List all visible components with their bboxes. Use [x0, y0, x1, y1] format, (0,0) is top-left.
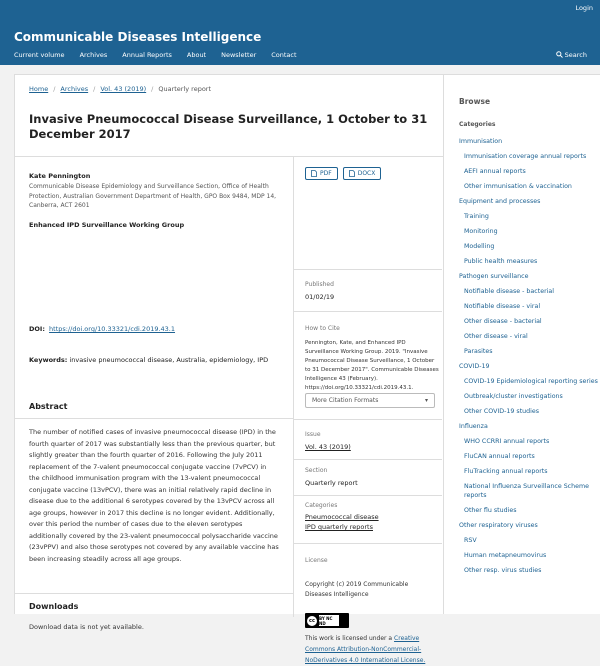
- downloads-heading: Downloads: [29, 602, 79, 611]
- keywords-value: invasive pneumococcal disease, Australia, epidemiology, IPD: [69, 356, 269, 364]
- author-affiliation: Communicable Disease Epidemiology and Surveillance Section, Office of Health Protection, Australian Government Department of Health, GPO Box 9484, MDP 14, Canberra, ACT 2601: [29, 183, 277, 209]
- breadcrumb-home[interactable]: Home: [29, 85, 49, 93]
- divider: [294, 419, 442, 420]
- category-link[interactable]: Pneumococcal disease: [305, 513, 379, 521]
- sidebar-subcategory-link[interactable]: Modelling: [464, 243, 495, 250]
- sidebar-category-link[interactable]: Other respiratory viruses: [459, 522, 538, 529]
- sidebar-subcategory-link[interactable]: Other immunisation & vaccination: [464, 183, 572, 190]
- copyright-text: Copyright (c) 2019 Communicable Diseases Intelligence: [305, 581, 409, 598]
- sidebar-subcategory-link[interactable]: Other flu studies: [464, 507, 517, 514]
- sidebar-subcategory-link[interactable]: Training: [464, 213, 489, 220]
- galley-buttons: [305, 167, 440, 180]
- author-group: Enhanced IPD Surveillance Working Group: [29, 220, 185, 229]
- sidebar: [444, 74, 600, 614]
- search-icon: [556, 51, 563, 58]
- site-header: [0, 0, 600, 65]
- license-prefix: This work is licensed under a: [305, 635, 393, 642]
- sidebar-subcategory-link[interactable]: Public health measures: [464, 258, 538, 265]
- sidebar-category-link[interactable]: COVID-19: [459, 363, 490, 370]
- sidebar-subcategory-link[interactable]: Notifiable disease - bacterial: [464, 288, 555, 295]
- categories-heading: Categories: [459, 121, 496, 128]
- site-title[interactable]: Communicable Diseases Intelligence: [14, 30, 262, 44]
- doi: [29, 325, 289, 333]
- keywords-label: Keywords:: [29, 356, 68, 364]
- sidebar-subcategory-link[interactable]: WHO CCRRI annual reports: [464, 438, 550, 445]
- nav-annual-reports[interactable]: Annual Reports: [122, 51, 172, 59]
- article-details: [305, 167, 440, 664]
- sidebar-subcategory-link[interactable]: Other disease - bacterial: [464, 318, 542, 325]
- abstract-text: The number of notified cases of invasive pneumococcal disease (IPD) in the fourth quarter of 2017 was substantially less than the previous quarter, but slightly greater than the fourth quarter of 2016. Following the July 2011 replacement of the 7-valent pneumococcal conjugate vaccine (7vPCV) in the childhood immunisation program with the 13-valent pneumococcal conjugate vaccine (13vPCV), there was an initial relatively rapid decline in disease due to the additional 6 serotypes covered by the 13vPCV across all age groups, however in 2017 this decline is no longer evident. Additionally, over this period the number of cases due to the eleven serotypes additionally covered by the 23-valent pneumococcal polysaccharide vaccine (23vPPV) and also those serotypes not covered by any available vaccine has been increasing steadily across all age groups.: [29, 428, 279, 563]
- breadcrumb-volume[interactable]: Vol. 43 (2019): [100, 85, 147, 93]
- doi-label: DOI:: [29, 325, 45, 333]
- by-nc-nd-icon: BY NC ND: [319, 615, 339, 626]
- sidebar-category-link[interactable]: Equipment and processes: [459, 198, 541, 205]
- sidebar-category-link[interactable]: Immunisation: [459, 138, 503, 145]
- breadcrumb-separator: /: [151, 85, 154, 93]
- abstract-heading: Abstract: [29, 402, 68, 411]
- sidebar-category-link[interactable]: Pathogen surveillance: [459, 273, 529, 280]
- nav-about[interactable]: About: [186, 51, 207, 59]
- sidebar-subcategory-link[interactable]: Outbreak/cluster investigations: [464, 393, 563, 400]
- divider: [294, 311, 442, 312]
- browse-heading: Browse: [459, 97, 491, 106]
- main-nav: [14, 51, 312, 59]
- nav-newsletter[interactable]: Newsletter: [221, 51, 257, 59]
- breadcrumb-separator: /: [93, 85, 96, 93]
- sidebar-subcategory-link[interactable]: AEFI annual reports: [464, 168, 526, 175]
- divider: [294, 459, 442, 460]
- nav-archives[interactable]: Archives: [79, 51, 108, 59]
- published-date: 01/02/19: [305, 293, 335, 301]
- sidebar-subcategory-link[interactable]: Monitoring: [464, 228, 498, 235]
- cite-label: How to Cite: [305, 325, 340, 332]
- breadcrumb-separator: /: [53, 85, 56, 93]
- divider: [15, 418, 294, 419]
- breadcrumb: [29, 85, 211, 93]
- license-label: License: [305, 557, 328, 564]
- divider: [15, 593, 294, 594]
- issue-label: Issue: [305, 431, 321, 438]
- divider: [294, 495, 442, 496]
- pdf-button[interactable]: [305, 167, 338, 180]
- sidebar-subcategory-link[interactable]: Human metapneumovirus: [464, 552, 547, 559]
- divider: [294, 269, 442, 270]
- chevron-down-icon: ▾: [424, 397, 428, 404]
- issue-link[interactable]: Vol. 43 (2019): [305, 443, 351, 451]
- article-panel: [14, 74, 444, 664]
- citation-formats-label: More Citation Formats: [312, 397, 379, 404]
- citation-formats-dropdown[interactable]: [305, 393, 435, 408]
- license-text: [305, 633, 440, 666]
- login-link[interactable]: Login: [575, 4, 593, 12]
- keywords: [29, 356, 289, 364]
- section-label: Section: [305, 467, 328, 474]
- category-list: [459, 137, 599, 581]
- downloads-text: Download data is not yet available.: [29, 623, 144, 631]
- column-divider: [293, 157, 294, 617]
- cc-icon: cc: [307, 616, 317, 626]
- cc-license-badge[interactable]: [305, 613, 349, 628]
- sidebar-subcategory-link[interactable]: National Influenza Surveillance Scheme reports: [464, 483, 590, 499]
- sidebar-subcategory-link[interactable]: FluCAN annual reports: [464, 453, 535, 460]
- page-title: Invasive Pneumococcal Disease Surveillance, 1 October to 31 December 2017: [29, 112, 428, 141]
- author-name: Kate Pennington: [29, 172, 91, 180]
- file-icon: [349, 170, 355, 177]
- section-value: Quarterly report: [305, 479, 358, 487]
- published-label: Published: [305, 281, 334, 288]
- search-button[interactable]: [556, 51, 587, 59]
- article-main: [29, 172, 284, 631]
- docx-label: DOCX: [357, 170, 376, 177]
- docx-button[interactable]: [343, 167, 382, 180]
- license-link[interactable]: Creative Commons Attribution-NonCommercial-NoDerivatives 4.0 International License.: [305, 635, 426, 664]
- sidebar-category-link[interactable]: Influenza: [459, 423, 488, 430]
- sidebar-subcategory-link[interactable]: Other COVID-19 studies: [464, 408, 540, 415]
- sidebar-subcategory-link[interactable]: Other disease - viral: [464, 333, 528, 340]
- file-icon: [311, 170, 317, 177]
- breadcrumb-current: Quarterly report: [158, 85, 212, 93]
- nav-contact[interactable]: Contact: [271, 51, 297, 59]
- search-label: Search: [564, 51, 587, 59]
- sidebar-subcategory-link[interactable]: Parasites: [464, 348, 493, 355]
- breadcrumb-archives[interactable]: Archives: [60, 85, 89, 93]
- citation-text: Pennington, Kate, and Enhanced IPD Surveillance Working Group. 2019. "Invasive Pneumococcal Disease Surveillance, 1 October to 31 December 2017". Communicable Diseases Intelligence 43 (February). https://doi.org/10.33321/cdi.2019.43.1.: [305, 340, 439, 391]
- nav-current-volume[interactable]: Current volume: [14, 51, 65, 59]
- category-link[interactable]: IPD quarterly reports: [305, 523, 373, 531]
- sidebar-subcategory-link[interactable]: Immunisation coverage annual reports: [464, 153, 587, 160]
- sidebar-subcategory-link[interactable]: Notifiable disease - viral: [464, 303, 541, 310]
- divider: [294, 543, 442, 544]
- sidebar-subcategory-link[interactable]: COVID-19 Epidemiological reporting series: [464, 378, 598, 385]
- sidebar-subcategory-link[interactable]: FluTracking annual reports: [464, 468, 548, 475]
- categories-label: Categories: [305, 502, 338, 509]
- divider: [15, 156, 445, 157]
- sidebar-subcategory-link[interactable]: Other resp. virus studies: [464, 567, 542, 574]
- doi-link[interactable]: https://doi.org/10.33321/cdi.2019.43.1: [49, 325, 176, 333]
- sidebar-subcategory-link[interactable]: RSV: [464, 537, 477, 544]
- pdf-label: PDF: [320, 170, 332, 177]
